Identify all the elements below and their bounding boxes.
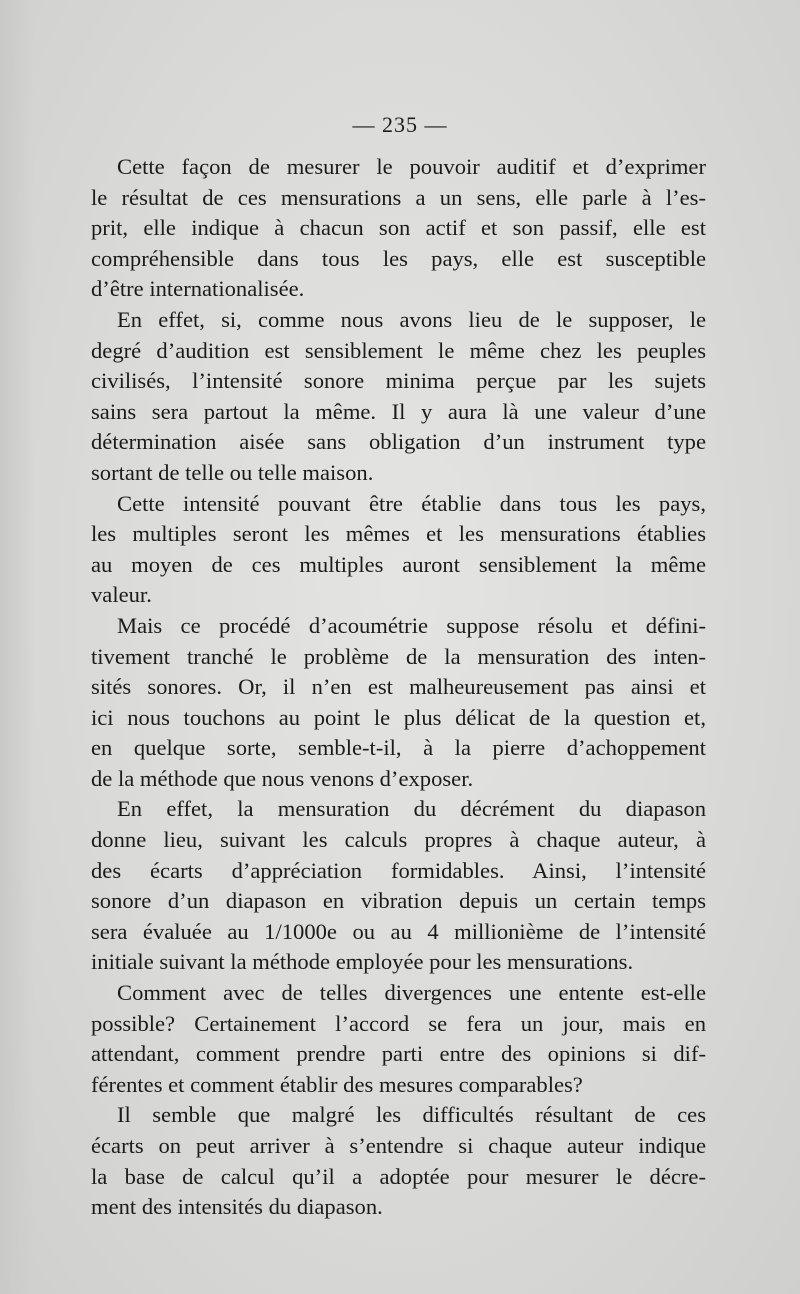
- text-line: détermination aisée sans obligation d’un instrument type: [91, 429, 706, 455]
- paragraph-4: [91, 611, 706, 795]
- text-line: ment des intensités du diapason.: [91, 1194, 383, 1220]
- paragraph-7: [91, 1100, 706, 1222]
- text-line: Comment avec de telles divergences une entente est-elle: [117, 980, 706, 1006]
- text-line: férentes et comment établir des mesures comparables?: [91, 1071, 583, 1097]
- text-line: sités sonores. Or, il n’en est malheureusement pas ainsi et: [91, 674, 706, 700]
- text-line: Cette façon de mesurer le pouvoir auditif et d’exprimer: [117, 154, 706, 179]
- paragraph-3: [91, 489, 706, 611]
- text-line: attendant, comment prendre parti entre des opinions si dif-: [91, 1041, 706, 1067]
- text-line: initiale suivant la méthode employée pour les mensurations.: [91, 949, 634, 975]
- paragraph-1: [91, 152, 706, 305]
- text-line: sains sera partout la même. Il y aura là une valeur d’une: [91, 398, 706, 424]
- text-line: des écarts d’appréciation formidables. Ainsi, l’intensité: [91, 857, 706, 883]
- paragraph-2: [91, 305, 706, 489]
- text-line: possible? Certainement l’accord se fera un jour, mais en: [91, 1010, 706, 1036]
- text-line: d’être internationalisée.: [91, 276, 305, 302]
- text-line: tivement tranché le problème de la mensuration des inten-: [91, 643, 706, 669]
- text-line: prit, elle indique à chacun son actif et son passif, elle est: [91, 215, 706, 241]
- text-line: Mais ce procédé d’acoumétrie suppose résolu et défini-: [117, 612, 706, 638]
- text-line: le résultat de ces mensurations a un sens, elle parle à l’es-: [91, 184, 706, 210]
- text-line: civilisés, l’intensité sonore minima perçue par les sujets: [91, 368, 706, 394]
- text-line: degré d’audition est sensiblement le même chez les peuples: [91, 337, 706, 363]
- text-line: la base de calcul qu’il a adoptée pour mesurer le décre-: [91, 1163, 706, 1189]
- paragraph-5: [91, 794, 706, 978]
- text-line: En effet, si, comme nous avons lieu de le supposer, le: [117, 306, 706, 332]
- text-line: en quelque sorte, semble-t-il, à la pierre d’achoppement: [91, 735, 706, 761]
- body-text: [91, 152, 706, 1223]
- text-line: sortant de telle ou telle maison.: [91, 459, 374, 485]
- text-line: de la méthode que nous venons d’exposer.: [91, 765, 474, 791]
- text-line: sera évaluée au 1/1000e ou au 4 millionième de l’intensité: [91, 918, 706, 944]
- text-line: écarts on peut arriver à s’entendre si chaque auteur indique: [91, 1133, 706, 1158]
- page-number: — 235 —: [352, 112, 448, 137]
- text-line: les multiples seront les mêmes et les mensurations établies: [91, 521, 706, 547]
- text-line: ici nous touchons au point le plus délicat de la question et,: [91, 704, 706, 730]
- text-line: donne lieu, suivant les calculs propres à chaque auteur, à: [91, 827, 706, 853]
- text-line: compréhensible dans tous les pays, elle est susceptible: [91, 245, 706, 271]
- text-line: En effet, la mensuration du décrément du diapason: [117, 796, 706, 822]
- page-gutter-shadow: [0, 0, 34, 1294]
- text-line: au moyen de ces multiples auront sensiblement la même: [91, 551, 706, 577]
- text-line: sonore d’un diapason en vibration depuis un certain temps: [91, 888, 706, 914]
- text-line: Cette intensité pouvant être établie dans tous les pays,: [117, 490, 706, 516]
- text-line: valeur.: [91, 582, 152, 608]
- paragraph-6: [91, 978, 706, 1100]
- text-line: Il semble que malgré les difficultés résultant de ces: [117, 1102, 706, 1128]
